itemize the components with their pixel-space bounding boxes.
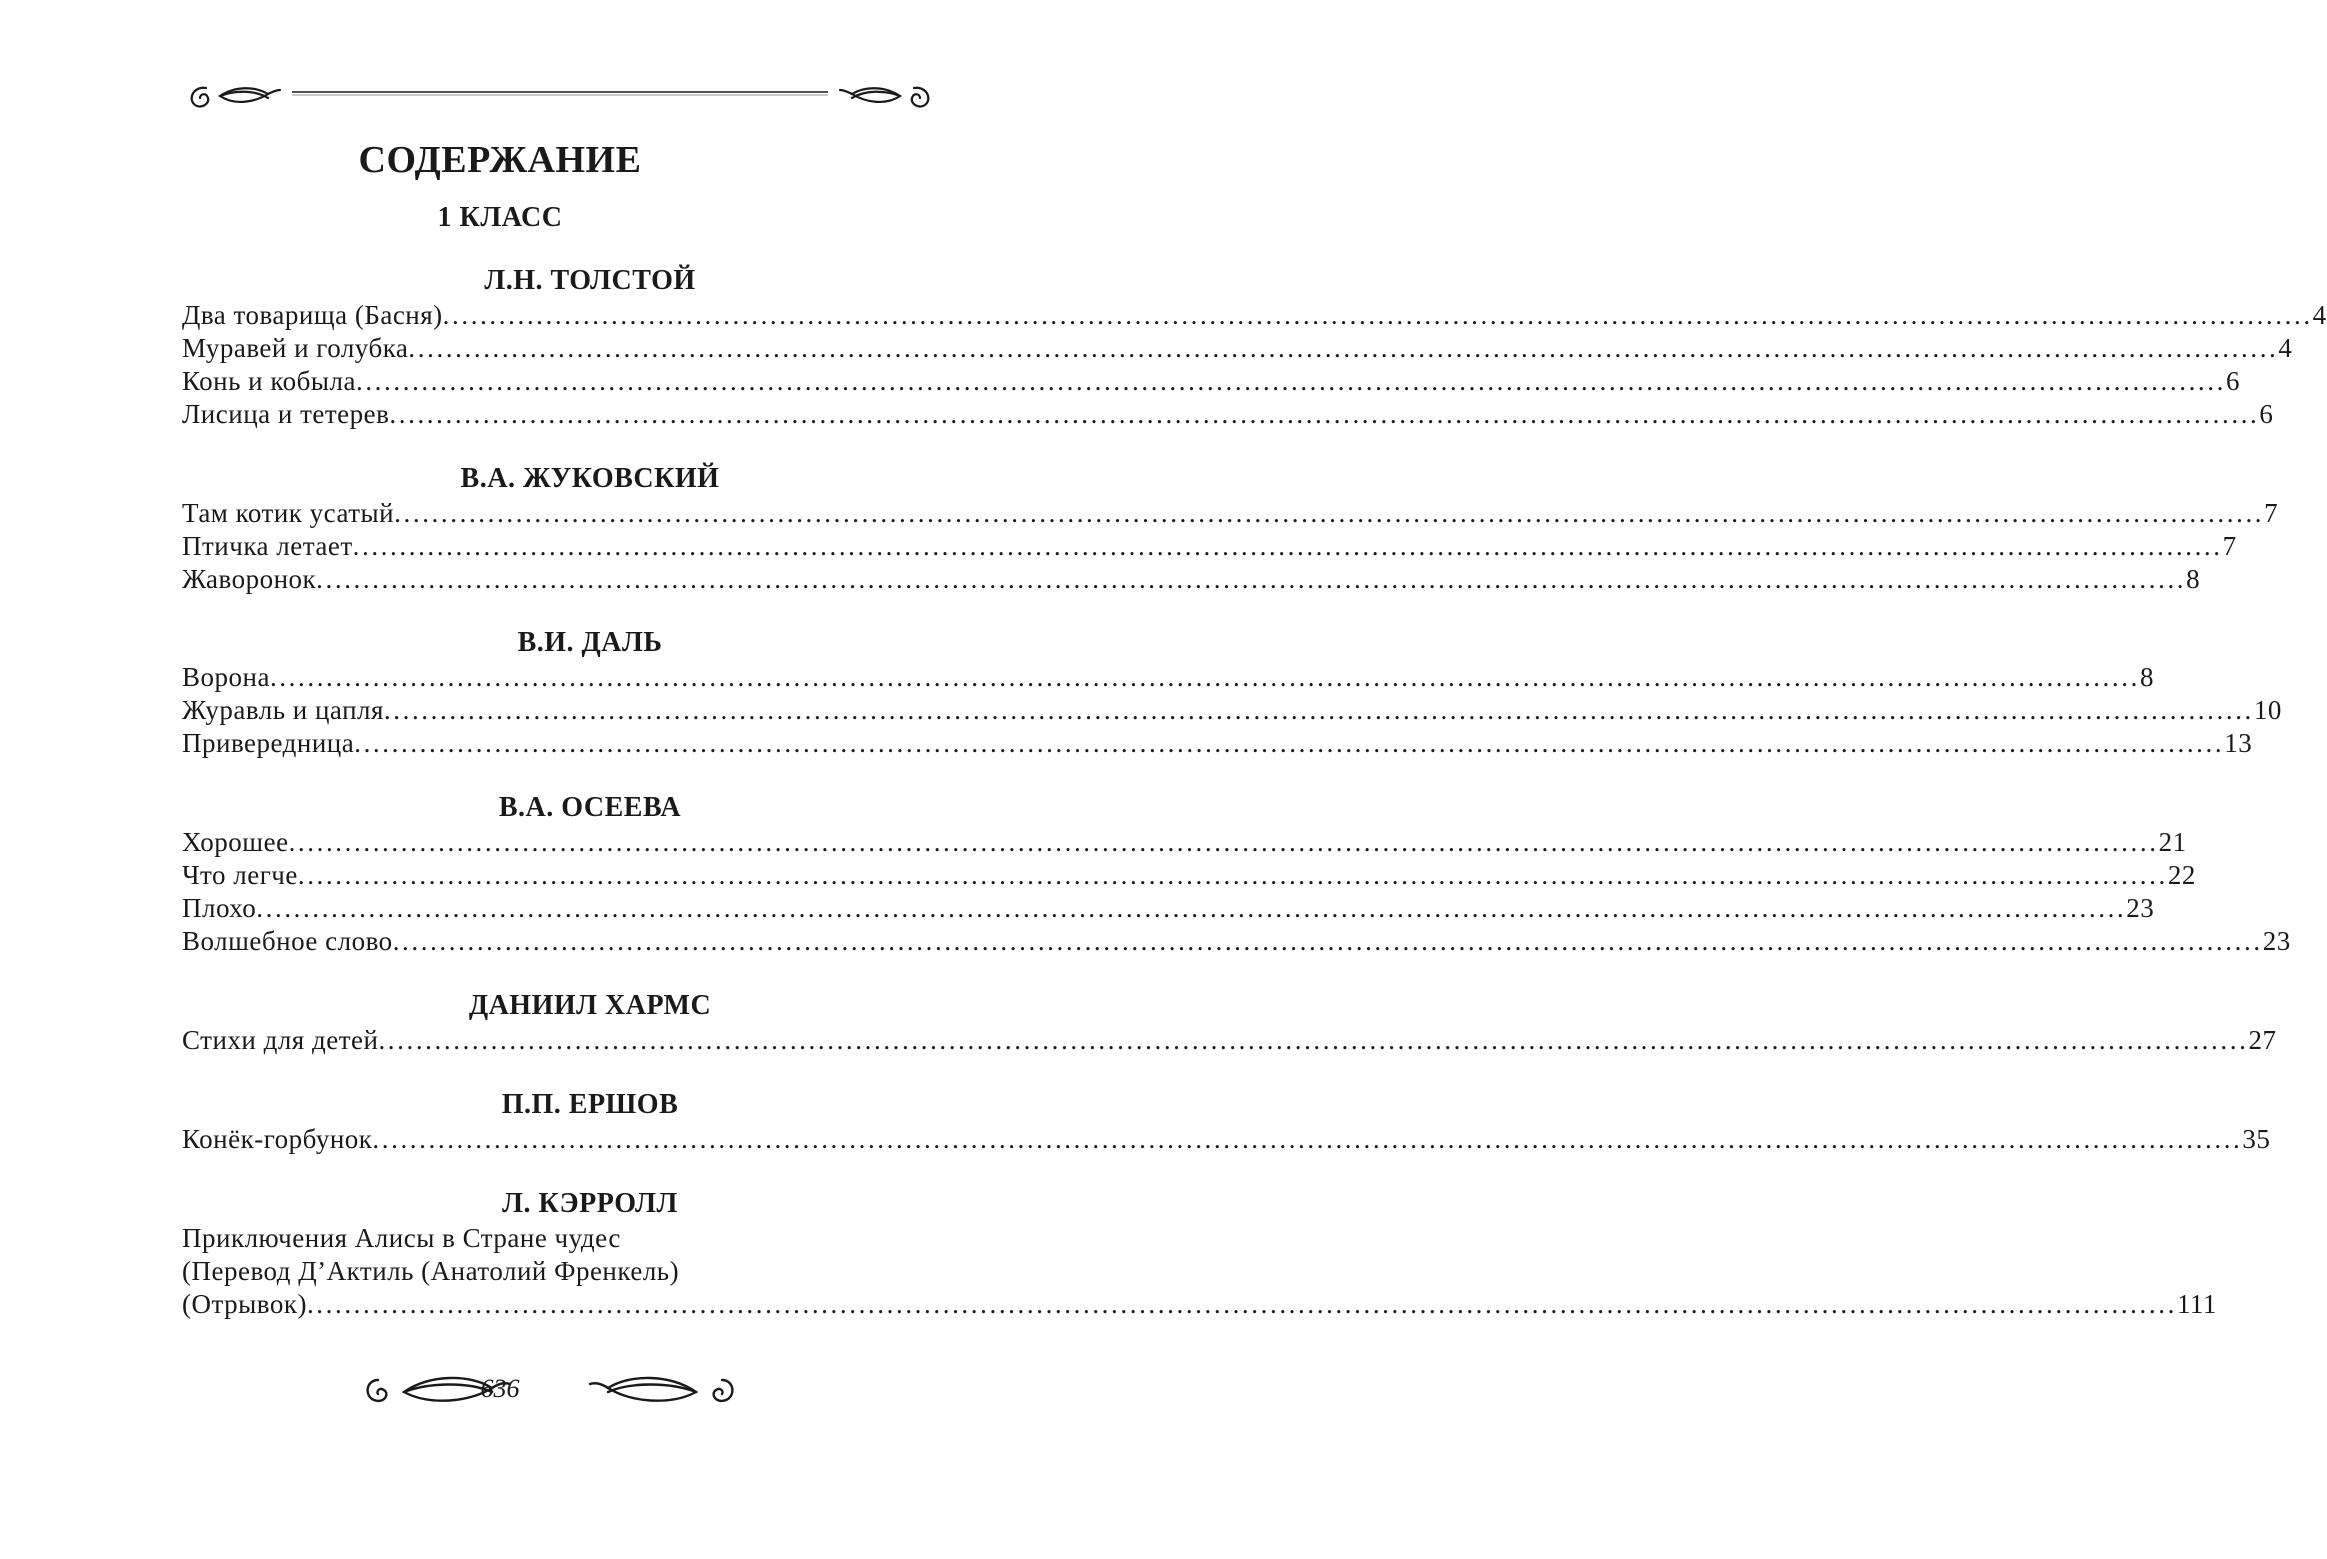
- page-title: СОДЕРЖАНИЕ: [358, 139, 642, 181]
- dot-leader: ........................................................................................................................................................................................................: [355, 366, 2226, 396]
- dot-leader: ........................................................................................................................................................................................................: [269, 662, 2140, 692]
- dot-leader: ........................................................................................................................................................................................................: [383, 695, 2254, 725]
- entry-page: 6: [2259, 399, 2274, 429]
- dot-leader: ........................................................................................................................................................................................................: [316, 564, 2187, 594]
- toc-entry[interactable]: [182, 365, 2240, 398]
- entry-title: Жаворонок: [182, 564, 317, 594]
- dot-leader: ........................................................................................................................................................................................................: [306, 1289, 2177, 1319]
- entry-title-line: Приключения Алисы в Стране чудес: [182, 1223, 621, 1253]
- toc-entry[interactable]: [182, 826, 2187, 859]
- entry-page: 6: [2225, 366, 2240, 396]
- toc-entry[interactable]: [182, 563, 2201, 596]
- entry-page: 22: [2167, 860, 2196, 890]
- author-heading: Л.Н. ТОЛСТОЙ: [484, 265, 696, 296]
- top-ornament-rule: [180, 72, 940, 118]
- entry-page: 7: [2222, 531, 2237, 561]
- author-heading: ДАНИИЛ ХАРМС: [468, 990, 712, 1021]
- entry-page: 4: [2278, 333, 2293, 363]
- entry-title: Конёк-горбунок: [182, 1124, 373, 1154]
- entry-page: 8: [2186, 564, 2201, 594]
- author-heading: В.А. ОСЕЕВА: [498, 792, 682, 823]
- dot-leader: ........................................................................................................................................................................................................: [442, 300, 2313, 330]
- entry-title-line: (Перевод Д’Актиль (Анатолий Френкель): [182, 1256, 680, 1286]
- entry-title: Стихи для детей: [182, 1025, 379, 1055]
- dot-leader: ........................................................................................................................................................................................................: [392, 926, 2263, 956]
- toc-entry[interactable]: [182, 497, 2279, 530]
- author-heading: В.А. ЖУКОВСКИЙ: [460, 463, 720, 494]
- author-heading: П.П. ЕРШОВ: [501, 1089, 679, 1120]
- toc-entry[interactable]: [182, 1123, 2271, 1156]
- entry-title: Журавль и цапля: [182, 695, 384, 725]
- table-of-contents: [182, 263, 2327, 1321]
- toc-section: [182, 1186, 2217, 1321]
- entry-title: Ворона: [182, 662, 270, 692]
- dot-leader: ........................................................................................................................................................................................................: [372, 1124, 2243, 1154]
- entry-title: Там котик усатый: [182, 498, 395, 528]
- entry-page: 21: [2158, 827, 2187, 857]
- entry-title: Птичка летает: [182, 531, 353, 561]
- toc-entry[interactable]: [182, 299, 2327, 332]
- entry-page: 10: [2253, 695, 2282, 725]
- dot-leader: ........................................................................................................................................................................................................: [256, 893, 2127, 923]
- author-heading: В.И. ДАЛЬ: [517, 627, 663, 658]
- entry-title: Хорошее: [182, 827, 289, 857]
- entry-title: Привередница: [182, 728, 355, 758]
- toc-entry[interactable]: [182, 398, 2274, 431]
- entry-title: Плохо: [182, 893, 257, 923]
- toc-entry[interactable]: [182, 859, 2196, 892]
- page-number: 636: [480, 1374, 520, 1403]
- entry-title: Два товарища (Басня): [182, 300, 443, 330]
- entry-page: 27: [2248, 1025, 2277, 1055]
- entry-page: 13: [2224, 728, 2253, 758]
- entry-title: (Отрывок): [182, 1289, 307, 1319]
- author-heading: Л. КЭРРОЛЛ: [502, 1188, 678, 1219]
- toc-entry[interactable]: [182, 661, 2154, 694]
- toc-section: [182, 988, 2277, 1057]
- entry-page: 7: [2264, 498, 2279, 528]
- dot-leader: ........................................................................................................................................................................................................: [394, 498, 2265, 528]
- entry-title: Волшебное слово: [182, 926, 393, 956]
- dot-leader: ........................................................................................................................................................................................................: [408, 333, 2279, 363]
- entry-page: 8: [2139, 662, 2154, 692]
- toc-entry[interactable]: [182, 332, 2293, 365]
- dot-leader: ........................................................................................................................................................................................................: [389, 399, 2260, 429]
- dot-leader: ........................................................................................................................................................................................................: [378, 1025, 2249, 1055]
- dot-leader: ........................................................................................................................................................................................................: [288, 827, 2159, 857]
- toc-section: [182, 461, 2279, 596]
- grade-heading: 1 КЛАСС: [437, 202, 563, 233]
- toc-section: [182, 625, 2282, 760]
- entry-page: 4: [2312, 300, 2327, 330]
- entry-title: Конь и кобыла: [182, 366, 356, 396]
- entry-page: 23: [2262, 926, 2291, 956]
- dot-leader: ........................................................................................................................................................................................................: [352, 531, 2223, 561]
- toc-entry[interactable]: [182, 925, 2291, 958]
- entry-title: Муравей и голубка: [182, 333, 409, 363]
- entry-page: 35: [2242, 1124, 2271, 1154]
- toc-section: [182, 1087, 2271, 1156]
- entry-page: 111: [2176, 1289, 2217, 1319]
- dot-leader: ........................................................................................................................................................................................................: [297, 860, 2168, 890]
- toc-entry[interactable]: [182, 530, 2237, 563]
- entry-title: Что легче: [182, 860, 298, 890]
- toc-section: [182, 263, 2327, 431]
- toc-entry[interactable]: [182, 1024, 2277, 1057]
- entry-title: Лисица и тетерев: [182, 399, 390, 429]
- toc-entry[interactable]: [182, 727, 2253, 760]
- entry-page: 23: [2126, 893, 2155, 923]
- toc-entry[interactable]: [182, 1288, 2217, 1321]
- dot-leader: ........................................................................................................................................................................................................: [354, 728, 2225, 758]
- toc-section: [182, 790, 2291, 958]
- toc-entry[interactable]: [182, 694, 2282, 727]
- toc-entry[interactable]: [182, 892, 2155, 925]
